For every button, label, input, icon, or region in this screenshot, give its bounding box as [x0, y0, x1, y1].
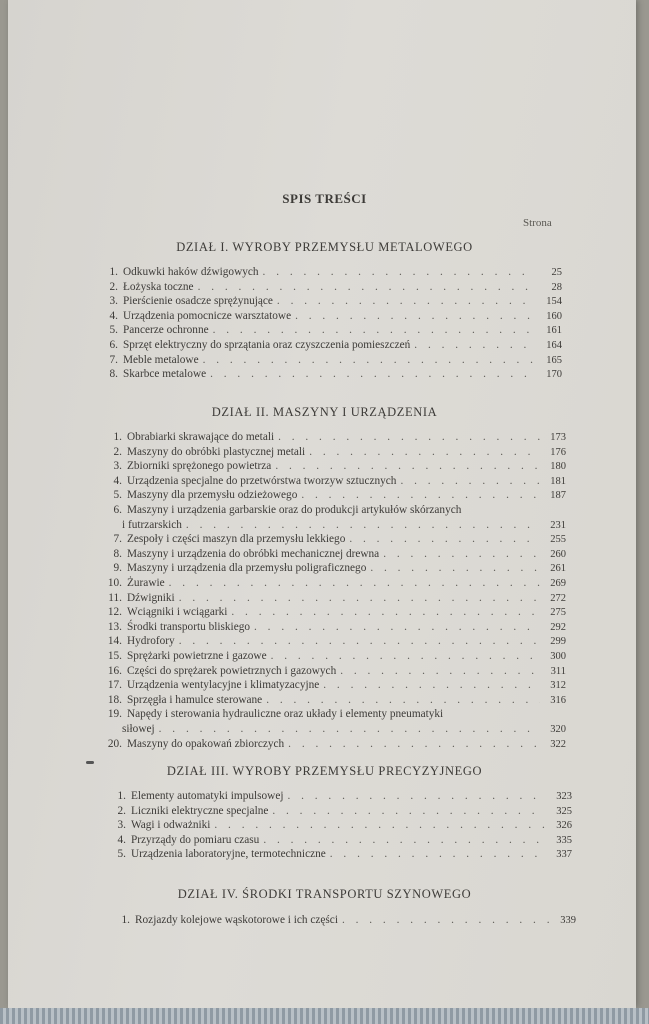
dot-leader — [287, 790, 546, 803]
toc-entry-page: 312 — [550, 680, 566, 692]
dot-leader — [198, 281, 536, 294]
dot-leader — [309, 446, 540, 459]
toc-entry — [104, 790, 572, 803]
toc-entry — [100, 446, 566, 459]
toc-entry — [100, 548, 566, 561]
toc-entry — [96, 324, 562, 337]
toc-entry — [96, 368, 562, 381]
dot-leader — [210, 368, 536, 381]
toc-entry-page: 269 — [550, 578, 566, 589]
toc-entry — [100, 475, 566, 488]
toc-entry-title: Elementy automatyki impulsowej — [131, 790, 284, 802]
toc-entry-number: 1. — [113, 431, 122, 443]
toc-entry — [100, 533, 566, 546]
dot-leader — [263, 834, 546, 847]
toc-entry — [104, 819, 572, 832]
background-surface — [0, 1008, 649, 1024]
toc-entry-title: Sprężarki powietrzne i gazowe — [127, 650, 267, 662]
dot-leader — [254, 621, 540, 634]
toc-entry-title: Liczniki elektryczne specjalne — [131, 804, 269, 817]
toc-entry-title: Pancerze ochronne — [123, 324, 209, 337]
toc-entry — [104, 805, 572, 818]
toc-entry-page: 231 — [550, 519, 566, 531]
toc-entry — [96, 354, 562, 367]
toc-entry-number: 9. — [113, 562, 122, 575]
toc-entry-title: Maszyny i urządzenia do obróbki mechanicznej drewna — [127, 547, 380, 560]
toc-entry-page: 180 — [550, 461, 566, 473]
toc-entry — [104, 834, 572, 847]
dot-leader — [271, 650, 540, 663]
toc-entry — [100, 694, 566, 707]
toc-entry-title: Maszyny do obróbki plastycznej metali — [127, 445, 306, 458]
dot-leader — [342, 914, 550, 927]
dot-leader — [272, 805, 546, 818]
toc-entry-page: 325 — [556, 805, 572, 817]
toc-entry — [100, 738, 566, 751]
toc-entry-page: 161 — [546, 325, 562, 337]
toc-entry-page: 28 — [551, 281, 562, 293]
toc-entry-title: Łożyska toczne — [123, 280, 194, 293]
toc-entry — [100, 592, 566, 605]
toc-entry — [100, 489, 566, 502]
toc-entry-title: Hydrofory — [127, 635, 175, 648]
toc-entry-page: 272 — [550, 592, 566, 604]
toc-entry-number: 3. — [113, 460, 122, 473]
dot-leader — [266, 694, 540, 707]
toc-entry-title: Wagi i odważniki — [131, 819, 211, 832]
toc-entry — [96, 281, 562, 294]
toc-entry-page: 326 — [556, 820, 572, 832]
section-heading: DZIAŁ III. WYROBY PRZEMYSŁU PRECYZYJNEGO — [166, 764, 483, 778]
toc-entry-title: Maszyny do opakowań zbiorczych — [127, 737, 285, 750]
toc-entry-page: 316 — [550, 694, 566, 706]
toc-entry — [100, 460, 566, 473]
toc-entry-title: Odkuwki haków dźwigowych — [123, 266, 259, 278]
toc-entry-title: Urządzenia pomocnicze warsztatowe — [123, 309, 292, 322]
toc-entry — [100, 606, 566, 619]
toc-entry — [108, 914, 576, 927]
toc-entry-title-continued: i futrzarskich — [122, 518, 182, 531]
toc-entry-title: Sprzęgła i hamulce sterowane — [127, 693, 263, 706]
dot-leader — [169, 577, 540, 590]
toc-entry-number: 11. — [108, 591, 122, 604]
toc-entry-title: Obrabiarki skrawające do metali — [127, 431, 275, 443]
toc-entry-title: Wciągniki i wciągarki — [127, 606, 228, 619]
toc-entry-page: 300 — [550, 651, 566, 662]
toc-entry-continuation — [122, 519, 566, 532]
toc-entry-page: 323 — [556, 791, 572, 802]
toc-entry-page: 176 — [550, 446, 566, 458]
toc-entry-page: 322 — [550, 738, 566, 750]
toc-entry-page: 261 — [550, 563, 566, 575]
toc-entry — [96, 266, 562, 279]
toc-entry-number: 8. — [109, 368, 118, 381]
toc-entry — [100, 577, 566, 590]
dot-leader — [301, 489, 540, 502]
toc-entry-page: 311 — [550, 665, 566, 677]
toc-entry-number: 2. — [117, 804, 126, 817]
toc-entry-title-continued: siłowej — [122, 723, 155, 735]
dot-leader — [383, 548, 540, 561]
toc-entry-line — [100, 504, 461, 517]
toc-entry-page: 164 — [546, 340, 562, 351]
section-heading: DZIAŁ II. MASZYNY I URZĄDZENIA — [211, 405, 438, 419]
toc-entry-title: Maszyny i urządzenia dla przemysłu poligraficznego — [127, 562, 367, 575]
dot-leader — [400, 475, 540, 488]
toc-entry-number: 13. — [107, 620, 122, 633]
toc-entry-number: 2. — [109, 280, 118, 293]
dot-leader — [330, 848, 546, 861]
toc-entry — [96, 310, 562, 323]
dot-leader — [340, 665, 540, 678]
toc-title: SPIS TREŚCI — [282, 191, 367, 206]
dot-leader — [277, 295, 536, 308]
toc-entry — [100, 431, 566, 444]
section-heading: DZIAŁ I. WYROBY PRZEMYSŁU METALOWEGO — [176, 240, 473, 254]
toc-entry-continuation — [122, 723, 566, 736]
toc-entry-title: Pierścienie osadcze sprężynujące — [123, 295, 273, 308]
page-column-label: Strona — [523, 217, 552, 229]
dot-leader — [288, 738, 540, 751]
dot-leader — [278, 431, 540, 444]
toc-entry-title: Meble metalowe — [123, 353, 199, 366]
toc-entry-number: 6. — [109, 339, 118, 351]
toc-entry-page: 275 — [550, 607, 566, 619]
ink-speck — [86, 761, 94, 764]
toc-entry-page: 320 — [550, 724, 566, 735]
toc-entry-title: Środki transportu bliskiego — [127, 620, 251, 633]
toc-entry-page: 255 — [550, 534, 566, 546]
toc-entry-number: 3. — [117, 819, 126, 832]
toc-entry-number: 10. — [107, 577, 122, 589]
dot-leader — [179, 635, 540, 648]
toc-entry-page: 335 — [556, 834, 572, 846]
dot-leader — [295, 310, 536, 323]
toc-entry-title: Urządzenia specjalne do przetwórstwa tworzyw sztucznych — [127, 474, 397, 487]
toc-entry — [104, 848, 572, 861]
toc-entry-number: 3. — [109, 295, 118, 308]
toc-entry-number: 5. — [117, 848, 126, 861]
toc-entry-title: Dźwigniki — [127, 591, 175, 604]
toc-entry — [96, 295, 562, 308]
toc-entry-page: 25 — [551, 267, 562, 278]
toc-entry-page: 181 — [550, 475, 566, 487]
toc-entry-number: 17. — [107, 679, 122, 692]
toc-entry-number: 8. — [113, 547, 122, 560]
toc-entry-number: 1. — [121, 914, 130, 926]
toc-entry-title: Rozjazdy kolejowe wąskotorowe i ich części — [135, 914, 338, 926]
toc-entry-page: 339 — [560, 915, 576, 926]
dot-leader — [231, 606, 540, 619]
toc-entry-title: Żurawie — [127, 577, 165, 589]
toc-entry — [100, 679, 566, 692]
dot-leader — [370, 562, 540, 575]
toc-entry-title: Urządzenia laboratoryjne, termotechniczne — [131, 848, 326, 861]
dot-leader — [414, 339, 536, 352]
toc-entry-number: 5. — [113, 489, 122, 502]
toc-entry-number: 1. — [117, 790, 126, 802]
toc-entry-title: Urządzenia wentylacyjne i klimatyzacyjne — [127, 679, 320, 692]
toc-entry-page: 165 — [546, 354, 562, 366]
toc-entry-number: 14. — [107, 635, 122, 648]
toc-entry-number: 20. — [107, 737, 122, 750]
toc-entry-page: 187 — [550, 490, 566, 502]
toc-entry — [100, 635, 566, 648]
toc-entry — [100, 665, 566, 678]
dot-leader — [214, 819, 546, 832]
section-heading: DZIAŁ IV. ŚRODKI TRANSPORTU SZYNOWEGO — [177, 887, 472, 901]
toc-entry-number: 15. — [107, 650, 122, 662]
toc-entry-page: 173 — [550, 432, 566, 443]
toc-entry-number: 7. — [109, 353, 118, 366]
toc-entry-page: 260 — [550, 548, 566, 560]
toc-entry-number: 6. — [113, 504, 122, 516]
toc-entry — [100, 650, 566, 663]
toc-entry-number: 12. — [107, 606, 122, 619]
toc-entry-page: 160 — [546, 310, 562, 322]
toc-entry-title: Zespoły i części maszyn dla przemysłu lekkiego — [127, 533, 346, 546]
dot-leader — [159, 723, 540, 736]
toc-entry-title: Napędy i sterowania hydrauliczne oraz układy i elementy pneumatyki — [127, 708, 444, 721]
toc-entry-title: Skarbce metalowe — [123, 368, 207, 381]
toc-entry-number: 4. — [113, 474, 122, 487]
toc-entry-line — [100, 708, 443, 721]
dot-leader — [349, 533, 540, 546]
toc-entry-number: 5. — [109, 324, 118, 337]
toc-entry-number: 16. — [107, 664, 122, 677]
toc-entry — [100, 621, 566, 634]
toc-entry-title: Maszyny i urządzenia garbarskie oraz do produkcji artykułów skórzanych — [127, 504, 462, 516]
toc-entry-page: 170 — [546, 369, 562, 381]
toc-entry-title: Zbiorniki sprężonego powietrza — [127, 460, 272, 473]
toc-entry-page: 299 — [550, 636, 566, 648]
toc-entry-title: Części do sprężarek powietrznych i gazowych — [127, 664, 337, 677]
toc-entry-number: 19. — [107, 708, 122, 721]
dot-leader — [275, 460, 540, 473]
toc-entry-title: Sprzęt elektryczny do sprzątania oraz czyszczenia pomieszczeń — [123, 339, 411, 351]
toc-entry-number: 18. — [107, 693, 122, 706]
dot-leader — [263, 266, 536, 279]
dot-leader — [203, 354, 536, 367]
dot-leader — [323, 679, 540, 692]
toc-entry-title: Przyrządy do pomiaru czasu — [131, 833, 260, 846]
toc-entry — [96, 339, 562, 352]
dot-leader — [179, 592, 540, 605]
toc-entry-page: 292 — [550, 621, 566, 633]
dot-leader — [213, 324, 536, 337]
toc-entry-number: 1. — [109, 266, 118, 278]
dot-leader — [186, 519, 540, 532]
toc-entry-number: 4. — [117, 833, 126, 846]
toc-entry-number: 2. — [113, 445, 122, 458]
toc-entry-page: 337 — [556, 849, 572, 861]
toc-entry-number: 7. — [113, 533, 122, 546]
toc-entry-title: Maszyny dla przemysłu odzieżowego — [127, 489, 298, 502]
toc-entry-page: 154 — [546, 296, 562, 308]
toc-entry-number: 4. — [109, 309, 118, 322]
toc-entry — [100, 562, 566, 575]
